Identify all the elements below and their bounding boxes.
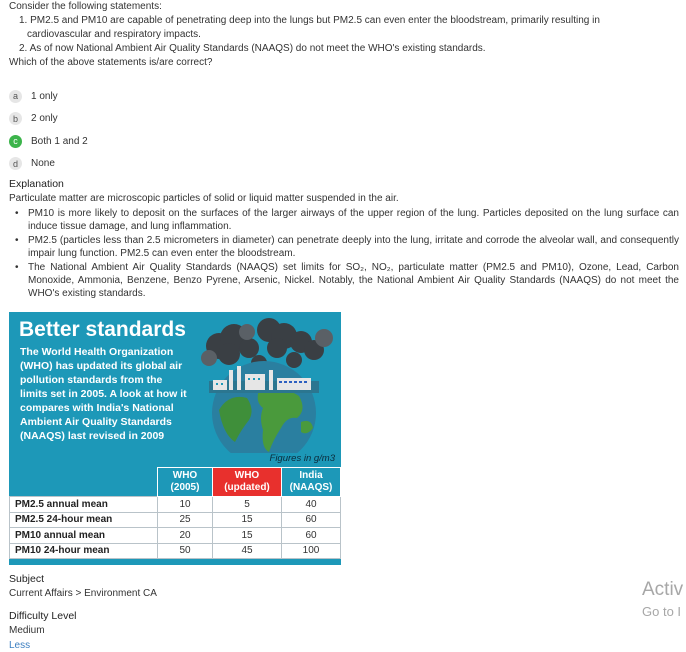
less-link[interactable]: Less <box>9 640 31 651</box>
question-prompt: Which of the above statements is/are correct? <box>9 57 213 68</box>
table-row <box>10 497 341 513</box>
difficulty-title: Difficulty Level <box>9 610 77 622</box>
question-statements <box>9 0 679 70</box>
cell-india: 100 <box>282 543 341 559</box>
option-letter: a <box>9 90 22 103</box>
cell-who-updated: 15 <box>213 512 282 528</box>
polluted-globe-illustration <box>189 318 339 453</box>
subject-title: Subject <box>9 573 45 585</box>
row-label: PM10 24-hour mean <box>10 543 158 559</box>
better-standards-infographic <box>9 312 341 565</box>
activation-watermark: Activ <box>642 579 684 600</box>
option-b[interactable] <box>9 108 88 130</box>
option-label: None <box>31 158 55 169</box>
header-who-2005: WHO (2005) <box>158 468 213 497</box>
option-letter: d <box>9 157 22 170</box>
statement-2: 2. As of now National Ambient Air Quality Standards (NAAQS) do not meet the WHO's existing standards. <box>19 43 486 54</box>
figures-unit-note: Figures in g/m3 <box>269 453 335 464</box>
explanation-bullet: • PM10 is more likely to deposit on the surfaces of the larger airways of the upper region of the lung. Particles deposited on the lung surface can induce tissue damage, and lung inflammation. <box>14 207 679 233</box>
statement-1-continued: cardiovascular and respiratory impacts. <box>27 29 201 40</box>
row-label: PM10 annual mean <box>10 528 158 544</box>
infographic-description: The World Health Organization (WHO) has updated its global air pollution standards from the limits set in 2005. A look at how it compares with India's National Ambient Air Quality Standards (NAAQS) last revised in 2009 <box>20 346 187 442</box>
cell-india: 60 <box>282 512 341 528</box>
explanation-title: Explanation <box>9 178 64 190</box>
table-row <box>10 528 341 544</box>
answer-options <box>9 85 88 175</box>
statement-1: 1. PM2.5 and PM10 are capable of penetrating deep into the lungs but PM2.5 can even enter the bloodstream, primarily resulting in <box>19 15 600 26</box>
cell-who-2005: 25 <box>158 512 213 528</box>
explanation-intro: Particulate matter are microscopic particles of solid or liquid matter suspended in the air. <box>9 193 399 204</box>
cell-india: 40 <box>282 497 341 513</box>
cell-who-2005: 50 <box>158 543 213 559</box>
option-label: Both 1 and 2 <box>31 135 88 147</box>
cell-who-updated: 5 <box>213 497 282 513</box>
difficulty-value: Medium <box>9 625 45 636</box>
option-letter-correct: c <box>9 135 22 148</box>
option-label: 1 only <box>31 90 58 102</box>
option-c[interactable] <box>9 130 88 152</box>
explanation-bullet: • PM2.5 (particles less than 2.5 micrometers in diameter) can penetrate deeply into the lung, irritate and corrode the alveolar wall, and consequently impair lung function. PM2.5 can even enter the bloodstream. <box>14 234 679 260</box>
cell-who-2005: 10 <box>158 497 213 513</box>
cell-who-updated: 45 <box>213 543 282 559</box>
option-a[interactable] <box>9 85 88 107</box>
header-blank <box>10 468 158 497</box>
explanation-bullet: • The National Ambient Air Quality Standards (NAAQS) set limits for SO₂, NO₂, particulate matter (PM2.5 and PM10), Ozone, Lead, Carbon Monoxide, Ammonia, Benzene, Benzo Pyrene, Arsenic, Nickel. Notably, the National Ambient Air Quality Standards (NAAQS) do not meet the WHO's existing standards. <box>14 261 679 300</box>
header-india-naaqs: India (NAAQS) <box>282 468 341 497</box>
cell-who-2005: 20 <box>158 528 213 544</box>
header-who-updated: WHO (updated) <box>213 468 282 497</box>
explanation-bullets <box>14 207 679 301</box>
cell-who-updated: 15 <box>213 528 282 544</box>
subject-value: Current Affairs > Environment CA <box>9 588 157 599</box>
row-label: PM2.5 annual mean <box>10 497 158 513</box>
table-header-row <box>10 468 341 497</box>
activation-watermark-subtext: Go to I <box>642 604 682 619</box>
table-row <box>10 543 341 559</box>
standards-table <box>9 467 341 559</box>
row-label: PM2.5 24-hour mean <box>10 512 158 528</box>
option-letter: b <box>9 112 22 125</box>
cell-india: 60 <box>282 528 341 544</box>
question-intro: Consider the following statements: <box>9 1 162 12</box>
infographic-title: Better standards <box>19 318 186 341</box>
option-d[interactable] <box>9 153 88 175</box>
table-row <box>10 512 341 528</box>
option-label: 2 only <box>31 113 58 124</box>
